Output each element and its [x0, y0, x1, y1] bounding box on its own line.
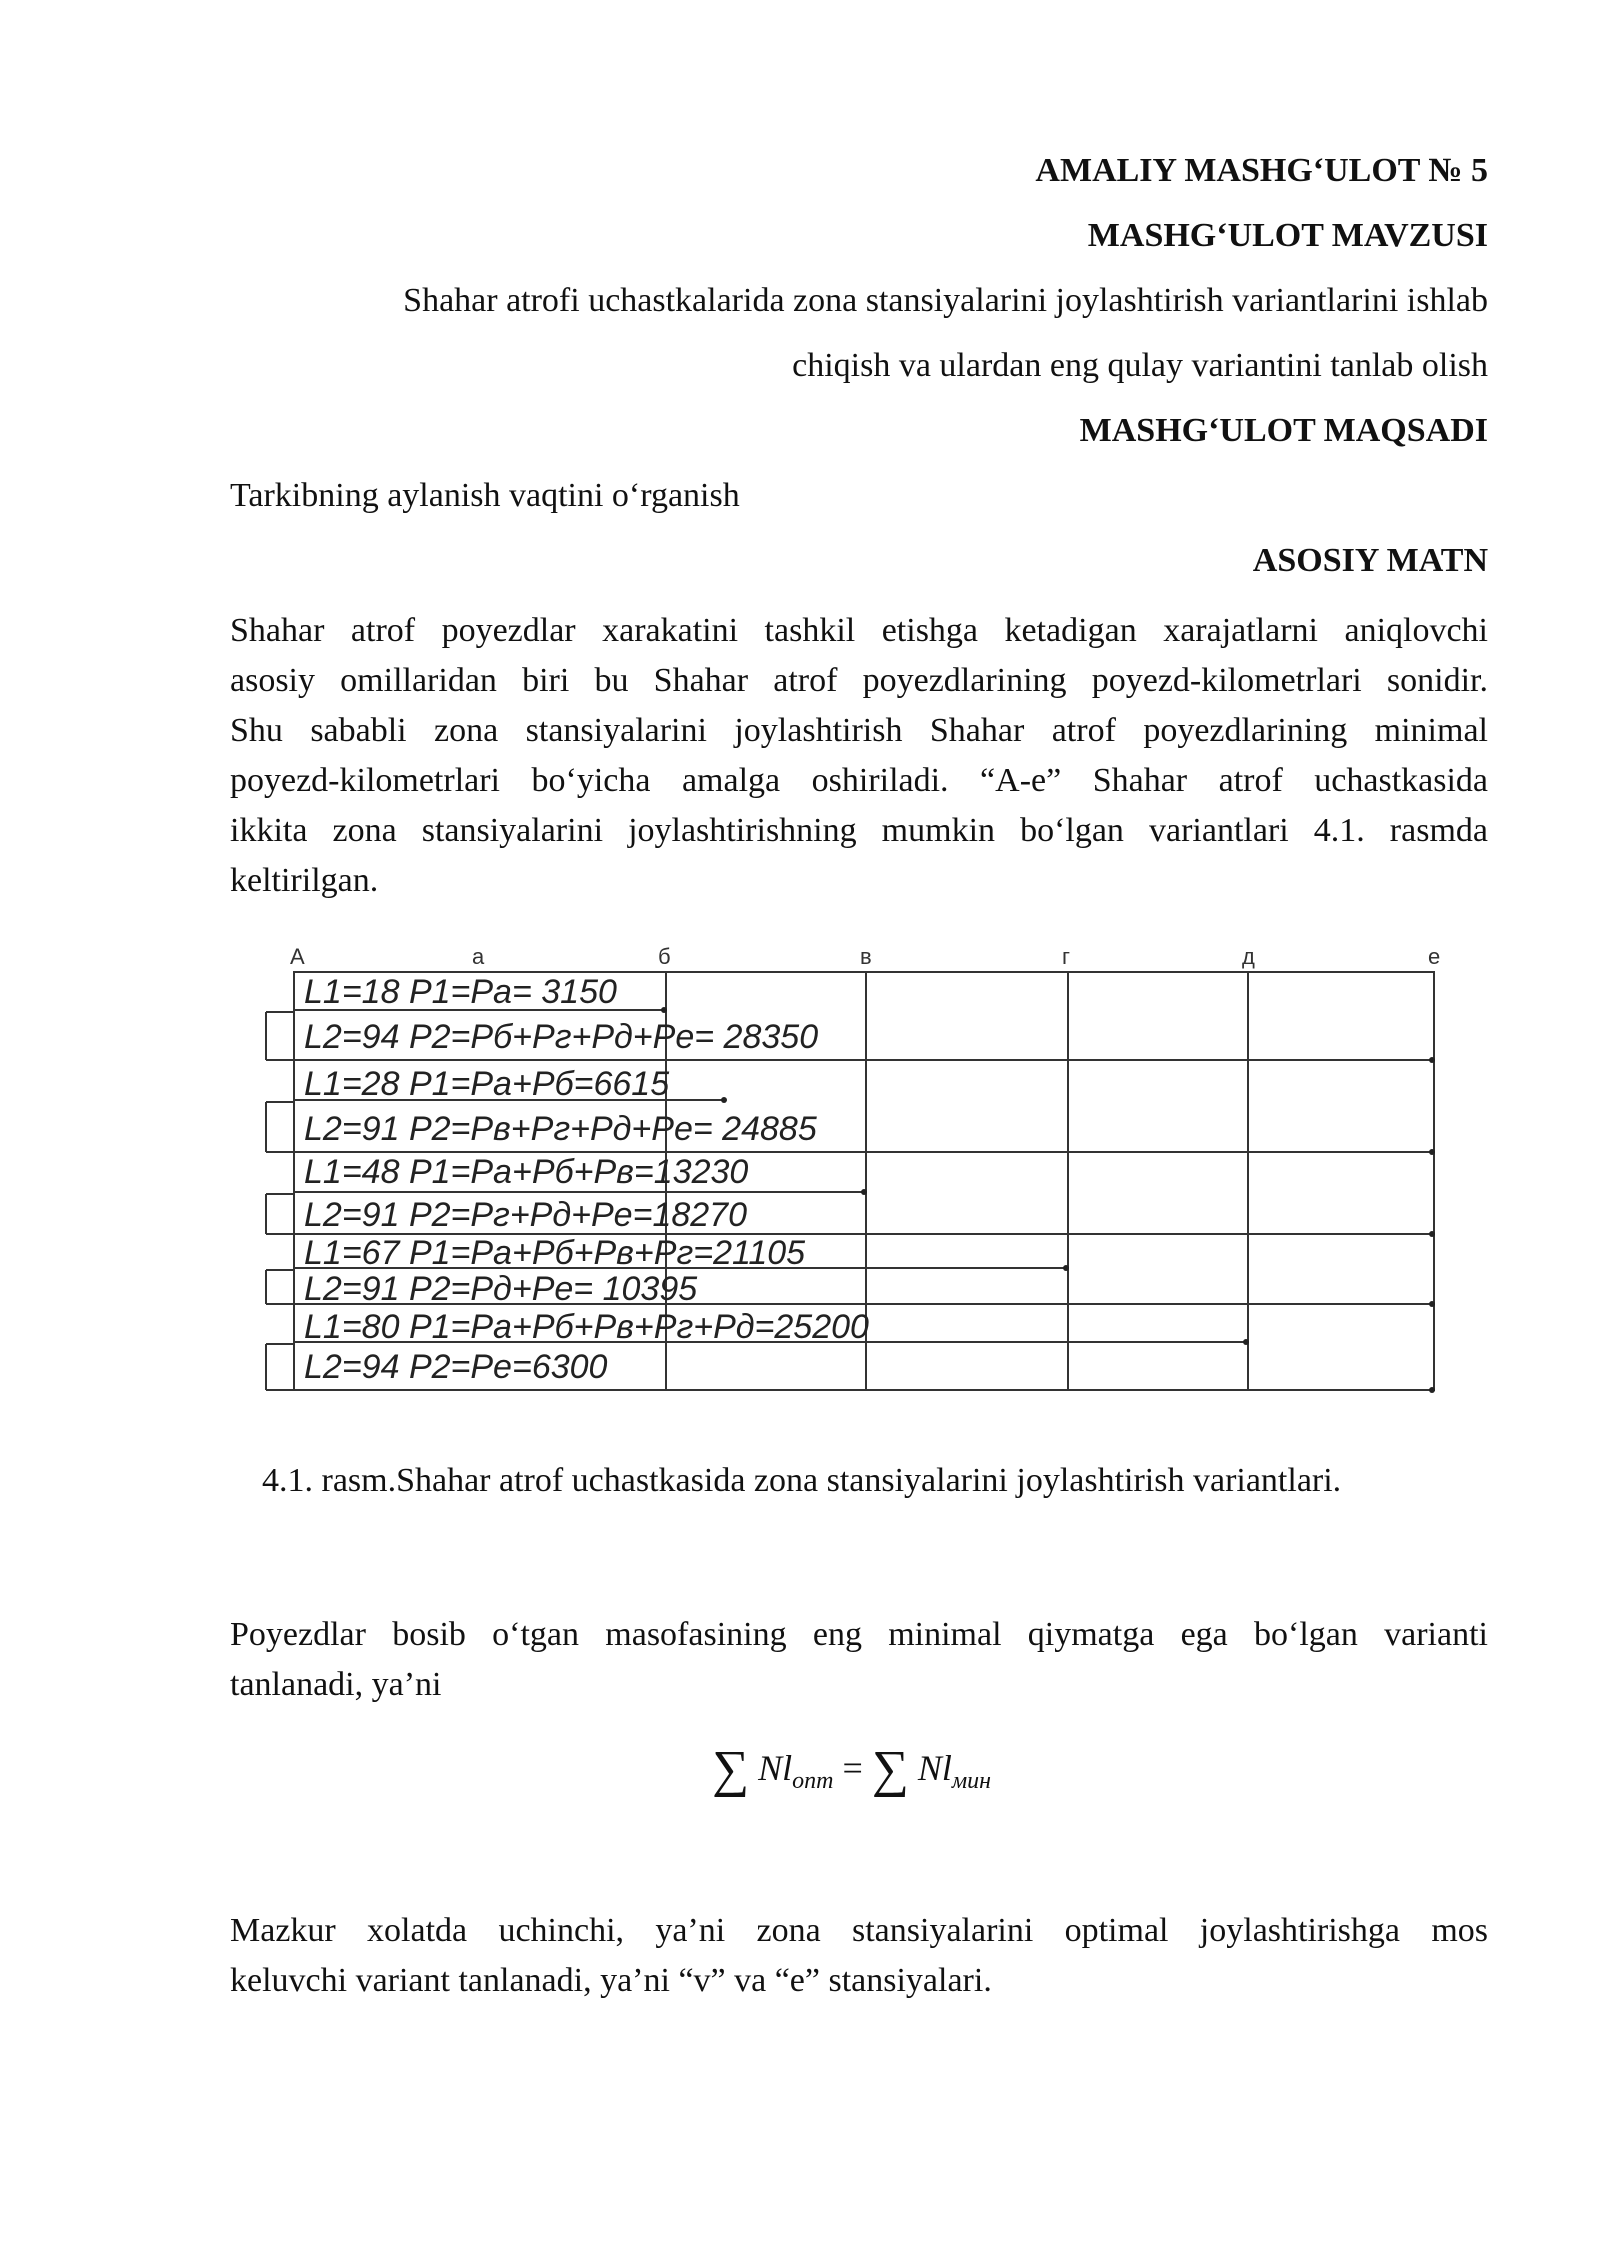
variant3-l2: L2=91 P2=Pг+Pд+Pe=18270 — [304, 1196, 747, 1234]
main-heading: ASOSIY MATN — [1252, 542, 1488, 579]
paragraph-line: Shu sababli zona stansiyalarini joylashtirish Shahar atrof poyezdlarining minimal — [230, 712, 1488, 749]
paragraph-line: keluvchi variant tanlanadi, ya’ni “v” va “e” stansiyalari. — [230, 1962, 992, 1999]
paragraph-line: asosiy omillaridan biri bu Shahar atrof poyezdlarining poyezd-kilometrlari sonidir. — [230, 662, 1488, 699]
topic-line-1: Shahar atrofi uchastkalarida zona stansiyalarini joylashtirish variantlarini ishlab — [403, 282, 1488, 319]
variant2-l2: L2=91 P2=Pв+Pг+Pд+Pe= 24885 — [304, 1110, 817, 1148]
variant3-l1: L1=48 P1=Pa+Pб+Pв=13230 — [304, 1153, 749, 1191]
variant1-l2: L2=94 P2=Pб+Pг+Pд+Pe= 28350 — [304, 1018, 819, 1056]
sum-symbol: ∑ — [712, 1741, 750, 1798]
conclusion-paragraph — [230, 1906, 1488, 2006]
topic-heading: MASHG‘ULOT MAVZUSI — [1087, 217, 1488, 254]
equals-sign: = — [842, 1748, 863, 1788]
station-label-v: в — [860, 944, 872, 969]
variant5-l1: L1=80 P1=Pa+Pб+Pв+Pг+Pд=25200 — [304, 1308, 869, 1346]
station-label-d: д — [1242, 944, 1255, 969]
subscript-opt: опт — [792, 1768, 834, 1795]
paragraph-line: ikkita zona stansiyalarini joylashtirishning mumkin bo‘lgan variantlari 4.1. rasmda — [230, 812, 1488, 849]
paragraph-line: Shahar atrof poyezdlar xarakatini tashkil etishga ketadigan xarajatlarni aniqlovchi — [230, 612, 1488, 649]
variant1-l1: L1=18 P1=Pa= 3150 — [304, 973, 617, 1011]
station-label-A: A — [290, 944, 305, 969]
station-label-g: г — [1062, 944, 1071, 969]
paragraph-line: poyezd-kilometrlari bo‘yicha amalga oshiriladi. “A-e” Shahar atrof uchastkasida — [230, 762, 1488, 799]
variant4-l1: L1=67 P1=Pa+Pб+Pв+Pг=21105 — [304, 1234, 806, 1272]
station-label-e: е — [1428, 944, 1441, 969]
aim-text: Tarkibning aylanish vaqtini o‘rganish — [230, 477, 740, 514]
station-label-a: а — [472, 944, 485, 969]
paragraph-line: keltirilgan. — [230, 862, 379, 899]
intro-paragraph — [230, 606, 1488, 906]
lesson-title: AMALIY MASHG‘ULOT № 5 — [1035, 152, 1488, 189]
paragraph-line: tanlanadi, ya’ni — [230, 1666, 442, 1703]
selection-paragraph — [230, 1610, 1488, 1710]
optimal-formula — [712, 1740, 991, 1799]
variant2-l1: L1=28 P1=Pa+Pб=6615 — [304, 1065, 670, 1103]
paragraph-line: Poyezdlar bosib o‘tgan masofasining eng minimal qiymatga ega bo‘lgan varianti — [230, 1616, 1488, 1653]
formula-term: Nl — [917, 1748, 952, 1788]
topic-line-2: chiqish va ulardan eng qulay variantini tanlab olish — [792, 347, 1488, 384]
sum-symbol: ∑ — [871, 1741, 909, 1798]
aim-heading: MASHG‘ULOT MAQSADI — [1079, 412, 1488, 449]
figure-caption: 4.1. rasm.Shahar atrof uchastkasida zona stansiyalarini joylashtirish variantlari. — [262, 1462, 1342, 1499]
station-label-b: б — [658, 944, 671, 969]
subscript-min: мин — [951, 1768, 992, 1795]
variant5-l2: L2=94 P2=Pe=6300 — [304, 1348, 608, 1386]
variants-diagram — [260, 942, 1460, 1402]
formula-term: Nl — [758, 1748, 793, 1788]
station-variants-figure — [260, 942, 1460, 1402]
paragraph-line: Mazkur xolatda uchinchi, ya’ni zona stansiyalarini optimal joylashtirishga mos — [230, 1912, 1488, 1949]
variant4-l2: L2=91 P2=Pд+Pe= 10395 — [304, 1270, 698, 1308]
